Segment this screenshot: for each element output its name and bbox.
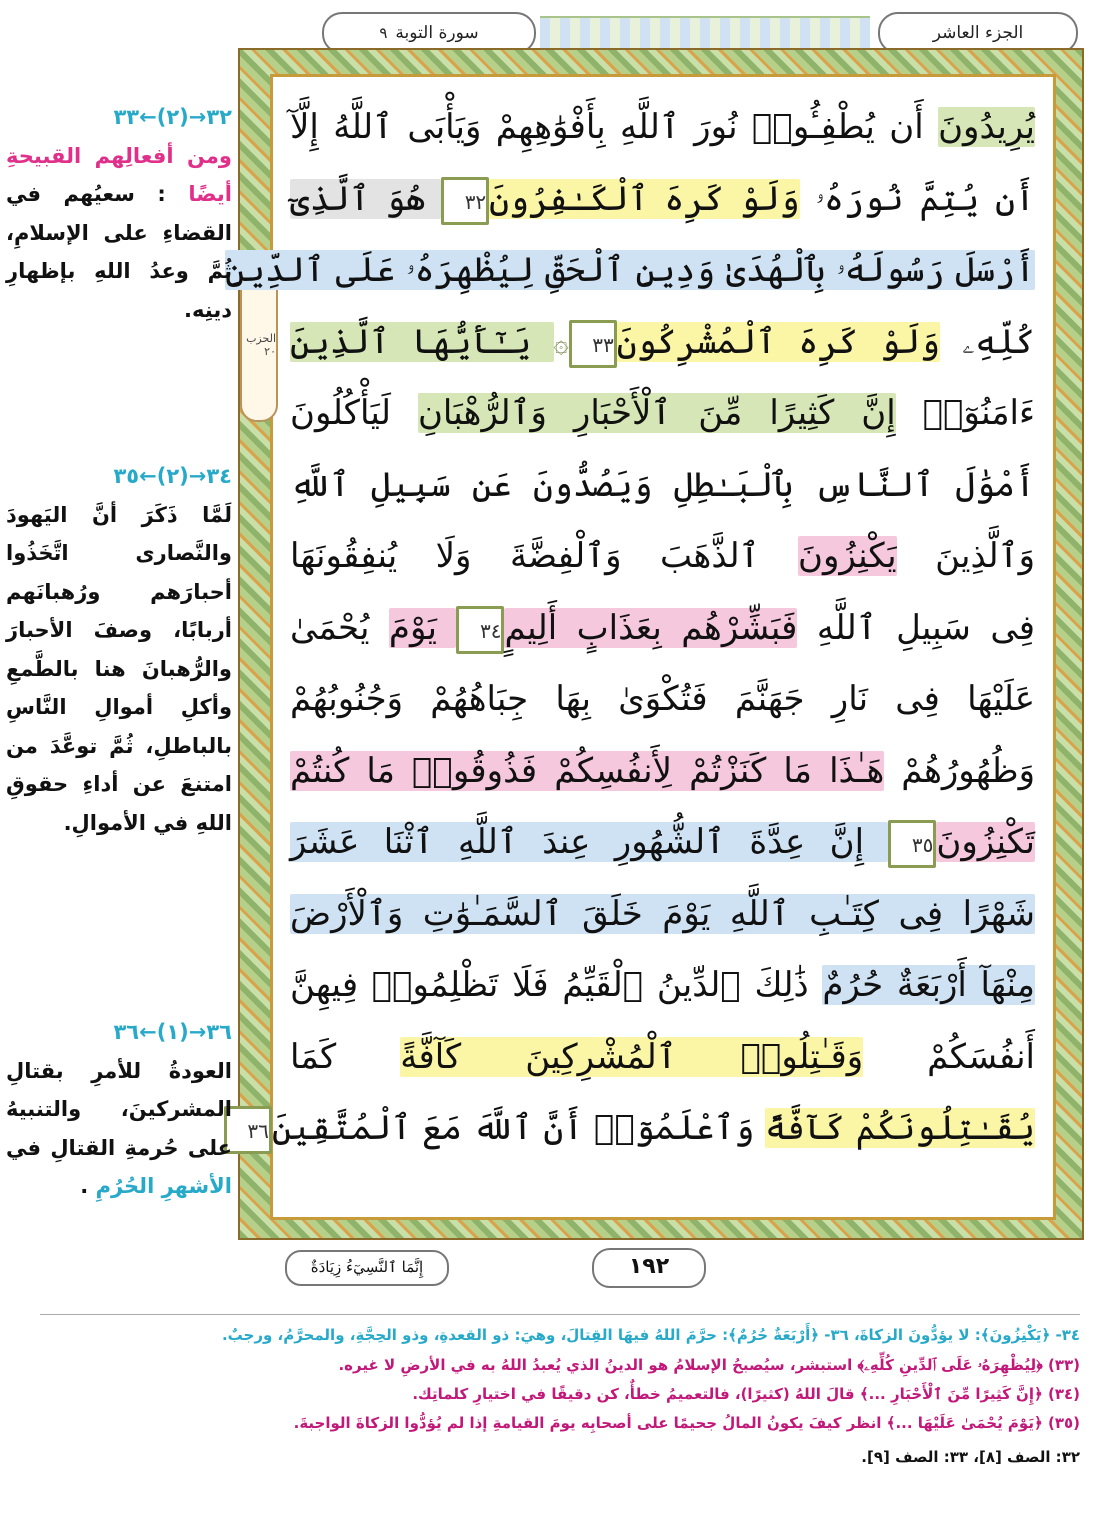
footnote-vocabulary: ٣٤- ﴿يَكْنِزُونَ﴾: لا يؤدُّونَ الزكاةَ، ٣٦- ﴿أَرْبَعَةٌ حُرُمٌ﴾: حرَّمَ اللهُ فيهَا القِتالَ، وهيَ: ذو القعدةِ، وذو الحِجَّةِ، والمحرَّمُ، ورجبٌ. xyxy=(221,1326,1080,1344)
quran-line xyxy=(290,311,1035,373)
verse-segment: يُحْمَىٰ xyxy=(290,607,389,648)
hizb-label: الحزب ٢٠ xyxy=(246,332,276,358)
ayah-number-marker: ٣٥ xyxy=(888,820,936,868)
verse-segment: يَـٰٓأَيُّهَا ٱلَّذِينَ xyxy=(290,321,554,362)
verse-segment: شَهْرًا فِى كِتَـٰبِ ٱللَّهِ يَوْمَ خَلَقَ ٱلسَّمَـٰوَٰتِ وَٱلْأَرْضَ xyxy=(290,893,1035,934)
surah-number: ٩ xyxy=(379,24,388,42)
verse-segment: أَرْسَلَ رَسُولَهُۥ بِٱلْهُدَىٰ وَدِينِ ٱلْحَقِّ لِيُظْهِرَهُۥ عَلَى ٱلدِّينِ xyxy=(225,250,1035,290)
side-note-2 xyxy=(6,457,232,842)
verse-segment: وَٱلَّذِينَ xyxy=(896,536,1035,576)
quran-line xyxy=(290,1026,1035,1088)
verse-segment: يَكْنِزُونَ xyxy=(797,536,897,576)
side-note-text: العودةُ للأمرِ بقتالِ المشركينَ، والتنبيهُ على حُرمةِ القتالِ في xyxy=(6,1058,232,1160)
header-ornament-band xyxy=(540,16,870,50)
verse-segment: تَكْنِزُونَ xyxy=(936,822,1035,862)
footnote-reflection-33: (٣٣) ﴿لِيُظْهِرَهُۥ عَلَى ٱلدِّينِ كُلِّهِۦ﴾ استبشر، سيُصبحُ الإسلامُ هو الدينُ الذي يُعبدُ اللهُ به في الأرضِ لا غيره. xyxy=(338,1356,1080,1374)
verse-segment: إِنَّ كَثِيرًا مِّنَ ٱلْأَحْبَارِ وَٱلرُّهْبَانِ xyxy=(417,393,896,433)
verse-segment: يُقَـٰتِلُونَكُمْ كَآفَّةً xyxy=(765,1108,1035,1148)
verse-segment: وَٱعْلَمُوٓا۟ أَنَّ ٱللَّهَ مَعَ ٱلْمُتَّقِينَ xyxy=(271,1108,766,1148)
quran-line xyxy=(290,96,1035,158)
verse-range-ref: ٣٤→(٢)←٣٥ xyxy=(113,464,232,488)
rub-el-hizb-icon: ۞ xyxy=(553,328,569,359)
ayah-number-marker: ٣٤ xyxy=(456,606,504,654)
quran-line xyxy=(290,883,1035,945)
quran-line xyxy=(290,811,1035,873)
side-note-3 xyxy=(6,1013,232,1206)
quran-line xyxy=(225,239,1035,301)
surah-name: سورة التوبة xyxy=(395,23,479,43)
page-number: ١٩٢ xyxy=(592,1248,706,1288)
verse-segment: يُرِيدُونَ xyxy=(938,107,1035,147)
verse-segment: يَوْمَ xyxy=(388,607,457,648)
catchword: إِنَّمَا ٱلنَّسِيٓءُ زِيَادَةٌ xyxy=(285,1250,449,1286)
quran-line xyxy=(290,454,1035,516)
footnote-reflection-34: (٣٤) ﴿إِنَّ كَثِيرًا مِّنَ ٱلْأَحْبَارِ ...﴾ قالَ اللهُ (كثيرًا)، فالتعميمُ خطأٌ، كن دقيقًا في اختيارِ كلماتِك. xyxy=(412,1385,1080,1403)
side-note-text: الأشهرِ الحُرُمِ xyxy=(88,1174,232,1198)
side-note-text: أيضًا xyxy=(165,182,232,206)
side-note-text: لَمَّا ذَكَرَ أنَّ اليَهودَ والنَّصارى اتَّخَذُوا أحبارَهم ورُهبانَهم أربابًا، وصفَ الأحبارَ والرُّهبانَ هنا بالطَّمعِ وأكلِ أموالِ النَّاسِ بالباطلِ، ثُمَّ توعَّدَ من امتنعَ عن أداءِ حقوقِ اللهِ في الأموالِ. xyxy=(6,502,232,835)
quran-line xyxy=(290,382,1035,444)
quran-line xyxy=(290,740,1035,802)
verse-segment: كُلِّهِۦ xyxy=(940,321,1035,362)
verse-segment: إِنَّ عِدَّةَ ٱلشُّهُورِ عِندَ ٱللَّهِ ٱثْنَا عَشَرَ xyxy=(290,822,889,862)
footnote-divider xyxy=(40,1314,1080,1315)
verse-segment: أَنفُسَكُمْ xyxy=(863,1036,1035,1077)
verse-segment: فِى سَبِيلِ ٱللَّهِ xyxy=(797,607,1035,648)
ayah-number-marker: ٣٣ xyxy=(569,320,617,368)
verse-segment: ءَامَنُوٓا۟ xyxy=(895,393,1035,433)
verse-segment: ذَٰلِكَ ٱلدِّينُ ٱلْقَيِّمُ فَلَا تَظْلِمُوا۟ فِيهِنَّ xyxy=(290,965,823,1005)
ayah-number-marker: ٣٢ xyxy=(441,177,489,225)
verse-segment: وَقَـٰتِلُوا۟ ٱلْمُشْرِكِينَ كَآفَّةً xyxy=(400,1036,864,1077)
verse-segment: أَن يُتِمَّ نُورَهُۥ xyxy=(799,178,1035,219)
quran-line xyxy=(290,954,1035,1016)
verse-segment: وَلَوْ كَرِهَ ٱلْمُشْرِكُونَ xyxy=(616,321,941,362)
quran-line xyxy=(290,668,1035,730)
footnote-reflection-35: (٣٥) ﴿يَوْمَ يُحْمَىٰ عَلَيْهَا ...﴾ انظر كيفَ يكونُ المالُ جحيمًا على أصحابِه يومَ القيامةِ إذا لم يُؤدُّوا الزكاةَ الواجبةَ. xyxy=(293,1414,1080,1432)
verse-segment: فَبَشِّرْهُم بِعَذَابٍ أَلِيمٍ xyxy=(504,607,798,648)
verse-range-ref: ٣٦→(١)←٣٦ xyxy=(113,1020,232,1044)
quran-line xyxy=(290,168,1035,230)
side-note-text: : سعيُهم في القضاءِ على الإسلامِ، ثُمَّ وعدُ اللهِ بإظهارِ دينِه. xyxy=(6,182,232,322)
verse-segment: ٱلذَّهَبَ وَٱلْفِضَّةَ وَلَا يُنفِقُونَهَا xyxy=(290,536,798,576)
verse-segment: أَن يُطْفِـُٔوا۟ نُورَ ٱللَّهِ بِأَفْوَٰهِهِمْ وَيَأْبَى ٱللَّهُ إِلَّآ xyxy=(290,107,939,147)
verse-segment: هَـٰذَا مَا كَنَزْتُمْ لِأَنفُسِكُمْ فَذُوقُوا۟ مَا كُنتُمْ xyxy=(290,750,885,791)
quran-line xyxy=(247,1097,1035,1159)
verse-segment: لَيَأْكُلُونَ xyxy=(290,393,418,433)
side-note-text: ومن أفعالِهم القبيحةِ xyxy=(6,143,232,168)
verse-segment: أَمْوَٰلَ ٱلنَّاسِ بِٱلْبَـٰطِلِ وَيَصُدُّونَ عَن سَبِيلِ ٱللَّهِ xyxy=(290,464,1035,505)
quran-line xyxy=(290,525,1035,587)
verse-segment: عَلَيْهَا فِى نَارِ جَهَنَّمَ فَتُكْوَىٰ بِهَا جِبَاهُهُمْ وَجُنُوبُهُمْ xyxy=(290,679,1035,719)
side-note-text: . xyxy=(80,1174,89,1198)
juz-label: الجزء العاشر xyxy=(878,12,1078,54)
verse-segment: وَلَوْ كَرِهَ ٱلْكَـٰفِرُونَ xyxy=(489,178,800,219)
quran-line xyxy=(290,597,1035,659)
verse-segment: كَمَا xyxy=(290,1036,401,1077)
verse-range-ref: ٣٢→(٢)←٣٣ xyxy=(113,105,232,129)
ayah-number-marker: ٣٦ xyxy=(224,1106,272,1154)
verse-segment: مِنْهَآ أَرْبَعَةٌ حُرُمٌ xyxy=(822,965,1036,1005)
verse-segment: وَظُهُورُهُمْ xyxy=(884,750,1036,791)
side-note-1 xyxy=(6,98,232,329)
footnote-cross-reference: ٣٢: الصف [٨]، ٣٣: الصف [٩]. xyxy=(861,1448,1080,1466)
verse-segment: هُوَ ٱلَّذِىٓ xyxy=(290,178,442,219)
